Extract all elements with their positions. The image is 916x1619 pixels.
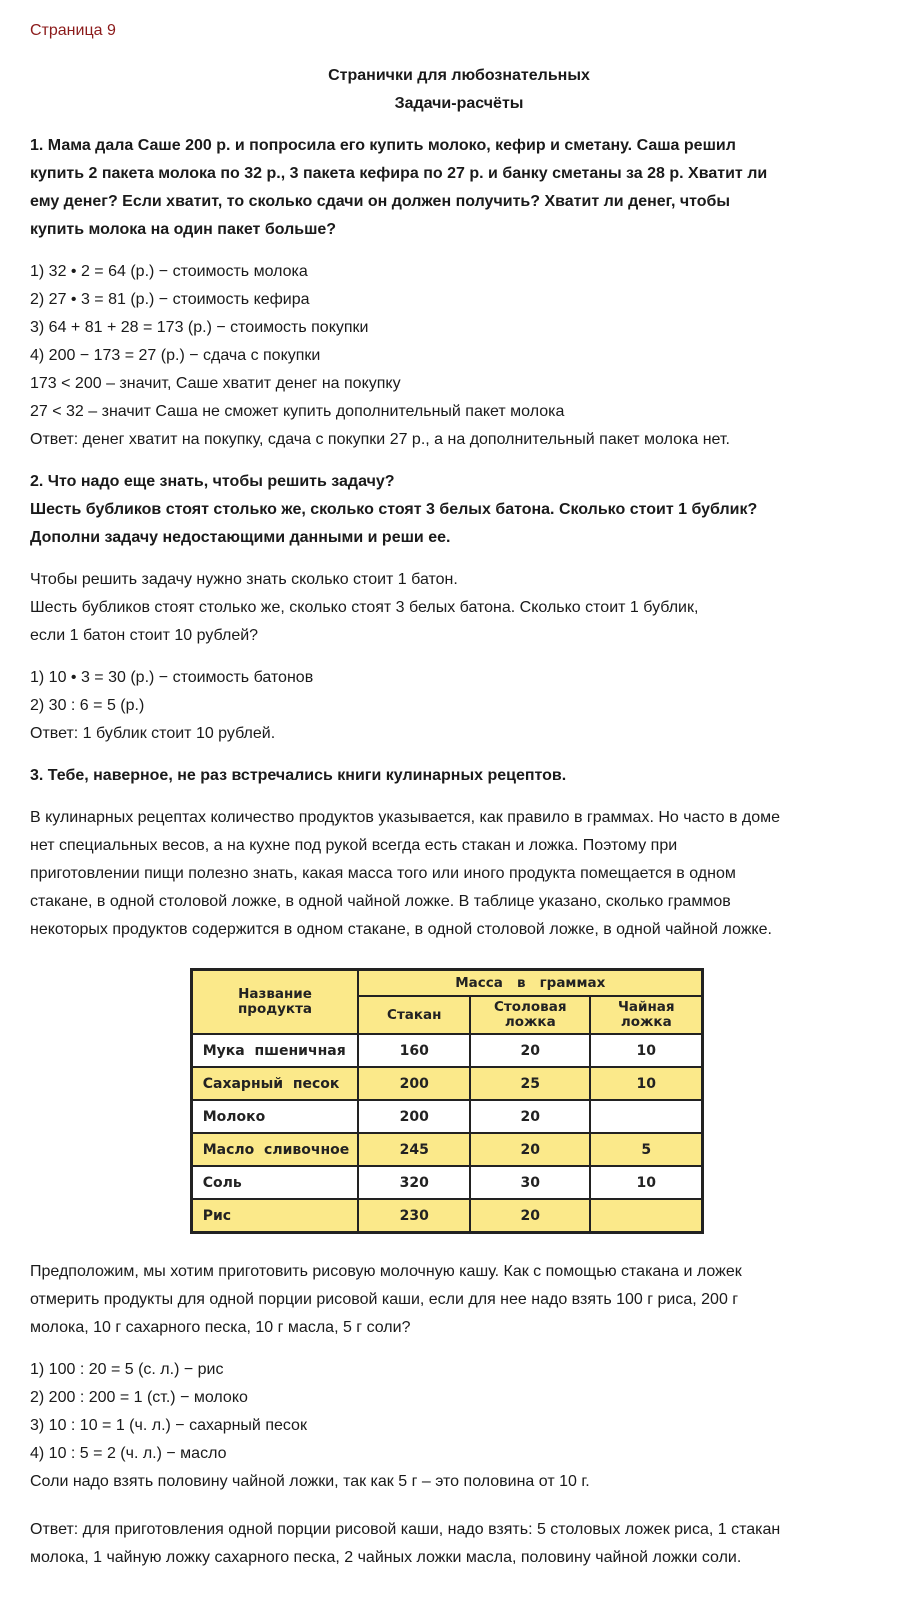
task3-question: [30, 762, 888, 790]
task2-explanation-line: Шесть бубликов стоят столько же, сколько стоят 3 белых батона. Сколько стоит 1 бублик,: [30, 599, 699, 616]
table-row: [191, 1199, 703, 1233]
table-cell-glass: 245: [358, 1133, 470, 1166]
table-cell-product: Масло сливочное: [191, 1133, 358, 1166]
task2-explanation-line: если 1 батон стоит 10 рублей?: [30, 627, 259, 644]
task3-answer: [30, 1516, 888, 1572]
table-cell-glass: 320: [358, 1166, 470, 1199]
task3-solution-line: Соли надо взять половину чайной ложки, так как 5 г – это половина от 10 г.: [30, 1473, 590, 1490]
table-row: [191, 1133, 703, 1166]
task3-intro-line: приготовлении пищи полезно знать, какая масса того или иного продукта помещается в одном: [30, 865, 736, 882]
mass-table: [190, 968, 705, 1234]
table-cell-tablespoon: 20: [470, 1199, 590, 1233]
table-cell-teaspoon: 10: [590, 1166, 703, 1199]
section-title: Странички для любознательных: [328, 67, 590, 84]
table-header-glass: Стакан: [358, 996, 470, 1034]
table-cell-tablespoon: 20: [470, 1133, 590, 1166]
task3-solution-line: 4) 10 : 5 = 2 (ч. л.) − масло: [30, 1445, 227, 1462]
task3-intro: [30, 804, 888, 944]
task3-solution: [30, 1356, 888, 1496]
table-cell-tablespoon: 20: [470, 1100, 590, 1133]
table-cell-glass: 200: [358, 1067, 470, 1100]
task1-solution-line: 3) 64 + 81 + 28 = 173 (р.) − стоимость покупки: [30, 319, 369, 336]
task1-answer: Ответ: денег хватит на покупку, сдача с покупки 27 р., а на дополнительный пакет молока нет.: [30, 431, 730, 448]
task2-answer: Ответ: 1 бублик стоит 10 рублей.: [30, 725, 276, 742]
table-cell-product: Соль: [191, 1166, 358, 1199]
table-row: [191, 1100, 703, 1133]
task1-solution: [30, 258, 888, 454]
task3-question-line: 3. Тебе, наверное, не раз встречались книги кулинарных рецептов.: [30, 767, 567, 784]
table-cell-teaspoon: 5: [590, 1133, 703, 1166]
table-cell-product: Молоко: [191, 1100, 358, 1133]
table-header-tablespoon: Столовая ложка: [470, 996, 590, 1034]
table-cell-glass: 200: [358, 1100, 470, 1133]
table-row: [191, 1166, 703, 1199]
task2-question-line: Дополни задачу недостающими данными и реши ее.: [30, 529, 451, 546]
task3-problem: [30, 1258, 888, 1342]
page-number-label: Страница 9: [30, 22, 116, 39]
task3-intro-line: нет специальных весов, а на кухне под рукой всегда есть стакан и ложка. Поэтому при: [30, 837, 678, 854]
task2-question-line: Шесть бубликов стоят столько же, сколько стоят 3 белых батона. Сколько стоит 1 бублик?: [30, 501, 758, 518]
task3-solution-line: 3) 10 : 10 = 1 (ч. л.) − сахарный песок: [30, 1417, 307, 1434]
table-cell-teaspoon: 10: [590, 1067, 703, 1100]
task3-intro-line: некоторых продуктов содержится в одном стакане, в одной столовой ложке, в одной чайной ложке.: [30, 921, 772, 938]
task3-answer-line: Ответ: для приготовления одной порции рисовой каши, надо взять: 5 столовых ложек риса, 1 стакан: [30, 1521, 781, 1538]
table-cell-glass: 230: [358, 1199, 470, 1233]
task1-question-line: купить 2 пакета молока по 32 р., 3 пакета кефира по 27 р. и банку сметаны за 28 р. Хватит ли: [30, 165, 768, 182]
task3-intro-line: В кулинарных рецептах количество продуктов указывается, как правило в граммах. Но часто в доме: [30, 809, 781, 826]
task1-solution-line: 27 < 32 – значит Саша не сможет купить дополнительный пакет молока: [30, 403, 565, 420]
task2-question: [30, 468, 888, 552]
task2-explanation: [30, 566, 888, 650]
section-subtitle: Задачи-расчёты: [394, 95, 524, 112]
table-cell-tablespoon: 25: [470, 1067, 590, 1100]
table-header-teaspoon: Чайная ложка: [590, 996, 703, 1034]
task2-explanation-line: Чтобы решить задачу нужно знать сколько стоит 1 батон.: [30, 571, 458, 588]
table-row: [191, 1034, 703, 1067]
task3-intro-line: стакане, в одной столовой ложке, в одной чайной ложке. В таблице указано, сколько граммов: [30, 893, 731, 910]
task3-solution-line: 2) 200 : 200 = 1 (ст.) − молоко: [30, 1389, 248, 1406]
task1-question-line: 1. Мама дала Саше 200 р. и попросила его купить молоко, кефир и сметану. Саша решил: [30, 137, 736, 154]
task1-question: [30, 132, 888, 244]
task3-solution-line: 1) 100 : 20 = 5 (с. л.) − рис: [30, 1361, 224, 1378]
table-row: [191, 1067, 703, 1100]
table-cell-glass: 160: [358, 1034, 470, 1067]
table-header-product-name: Название продукта: [191, 970, 358, 1035]
task1-solution-line: 4) 200 − 173 = 27 (р.) − сдача с покупки: [30, 347, 321, 364]
task2-solution: [30, 664, 888, 748]
table-header-mass: Масса в граммах: [358, 970, 703, 997]
table-cell-tablespoon: 30: [470, 1166, 590, 1199]
task2-solution-line: 2) 30 : 6 = 5 (р.): [30, 697, 145, 714]
task2-question-line: 2. Что надо еще знать, чтобы решить задачу?: [30, 473, 395, 490]
task3-problem-line: отмерить продукты для одной порции рисовой каши, если для нее надо взять 100 г риса, 200 г: [30, 1291, 739, 1308]
task3-problem-line: молока, 10 г сахарного песка, 10 г масла, 5 г соли?: [30, 1319, 411, 1336]
task3-problem-line: Предположим, мы хотим приготовить рисовую молочную кашу. Как с помощью стакана и ложек: [30, 1263, 742, 1280]
task1-solution-line: 173 < 200 – значит, Саше хватит денег на покупку: [30, 375, 401, 392]
task3-answer-line: молока, 1 чайную ложку сахарного песка, 2 чайных ложки масла, половину чайной ложки соли.: [30, 1549, 742, 1566]
task1-solution-line: 2) 27 • 3 = 81 (р.) − стоимость кефира: [30, 291, 310, 308]
table-cell-teaspoon: [590, 1100, 703, 1133]
mass-table-wrapper: [30, 968, 888, 1234]
task2-solution-line: 1) 10 • 3 = 30 (р.) − стоимость батонов: [30, 669, 314, 686]
task1-question-line: ему денег? Если хватит, то сколько сдачи он должен получить? Хватит ли денег, чтобы: [30, 193, 731, 210]
table-cell-product: Сахарный песок: [191, 1067, 358, 1100]
table-cell-product: Рис: [191, 1199, 358, 1233]
table-cell-teaspoon: 10: [590, 1034, 703, 1067]
task1-solution-line: 1) 32 • 2 = 64 (р.) − стоимость молока: [30, 263, 308, 280]
table-cell-teaspoon: [590, 1199, 703, 1233]
task1-question-line: купить молока на один пакет больше?: [30, 221, 337, 238]
table-cell-tablespoon: 20: [470, 1034, 590, 1067]
page-content: [30, 18, 888, 1572]
table-cell-product: Мука пшеничная: [191, 1034, 358, 1067]
